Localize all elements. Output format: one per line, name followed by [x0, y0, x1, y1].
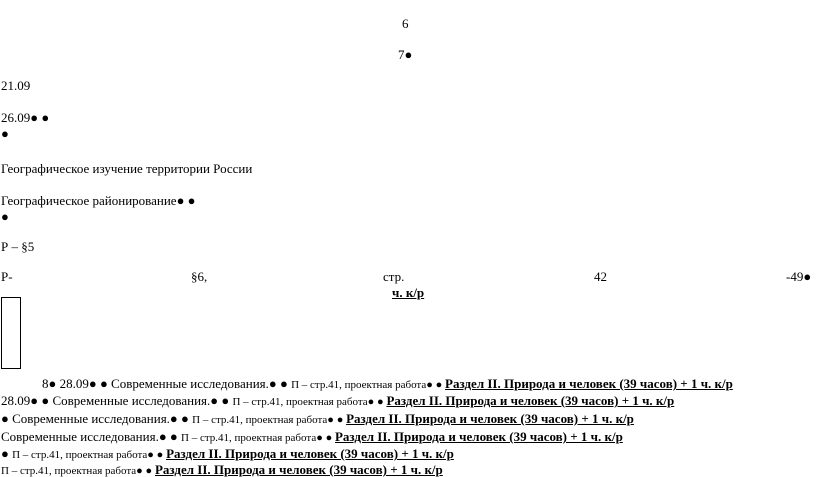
reference-page-label: стр. — [383, 269, 405, 284]
bullet-marker: ● — [1, 126, 9, 141]
line-reference: П – стр.41, проектная работа● ● — [291, 379, 446, 391]
reference-page-start: 42 — [594, 269, 607, 284]
line-prefix: ● — [1, 446, 13, 461]
empty-table-cell — [1, 297, 21, 369]
line-reference: П – стр.41, проектная работа● ● — [232, 396, 387, 408]
line-section-title: Раздел II. Природа и человек (39 часов) + 1 ч. к/р — [166, 446, 454, 461]
reference-page-end: -49● — [786, 269, 812, 284]
line-reference: П – стр.41, проектная работа● ● — [12, 449, 167, 461]
line-reference: П – стр.41, проектная работа● ● — [192, 414, 347, 426]
line-prefix: 8● 28.09● ● Современные исследования.● ● — [42, 376, 292, 391]
reference-prefix: Р- — [1, 269, 13, 284]
control-work-label: ч. к/р — [392, 285, 425, 300]
line-section-title: Раздел II. Природа и человек (39 часов) + 1 ч. к/р — [386, 393, 675, 408]
column-number-6: 6 — [402, 16, 409, 31]
line-section-title: Раздел II. Природа и человек (39 часов) + 1 ч. к/р — [334, 429, 623, 444]
date-second: 26.09● ● — [1, 110, 50, 125]
content-line-1 — [42, 377, 733, 391]
line-section-title: Раздел II. Природа и человек (39 часов) + 1 ч. к/р — [154, 462, 443, 477]
content-line-5 — [1, 447, 454, 461]
line-reference: П – стр.41, проектная работа● ● — [181, 432, 335, 444]
topic-geographic-zoning: Географическое районирование● ● — [1, 193, 196, 208]
line-prefix: ● Современные исследования.● ● — [1, 411, 193, 426]
line-prefix: 28.09● ● Современные исследования.● ● — [1, 393, 233, 408]
content-line-3 — [1, 412, 634, 426]
reference-paragraph-5: Р – §5 — [1, 239, 35, 254]
line-section-title: Раздел II. Природа и человек (39 часов) + 1 ч. к/р — [445, 376, 733, 391]
line-reference: П – стр.41, проектная работа● ● — [1, 465, 155, 477]
line-section-title: Раздел II. Природа и человек (39 часов) + 1 ч. к/р — [346, 411, 634, 426]
date-first: 21.09 — [1, 78, 31, 93]
line-prefix: Современные исследования.● ● — [1, 429, 182, 444]
column-number-7: 7● — [398, 47, 413, 62]
content-line-2 — [1, 394, 674, 408]
content-line-4 — [1, 430, 623, 444]
reference-paragraph-6: §6, — [191, 269, 208, 284]
bullet-marker: ● — [1, 209, 9, 224]
topic-geographic-study: Географическое изучение территории России — [1, 161, 253, 176]
